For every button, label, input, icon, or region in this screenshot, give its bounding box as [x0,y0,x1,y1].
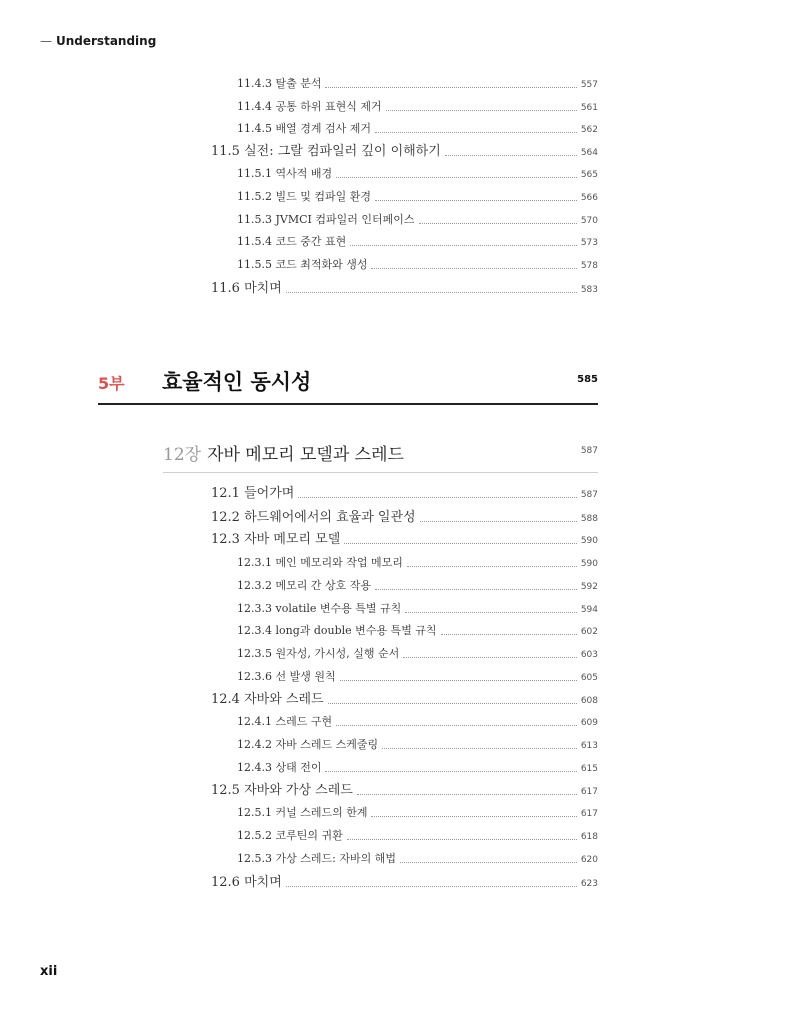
toc-entry[interactable] [237,825,598,847]
toc-entry-page: 562 [580,125,598,135]
chapter-header[interactable] [163,440,598,470]
toc-entry-page: 602 [580,627,598,637]
toc-entry-page: 620 [580,855,598,865]
toc-entry[interactable] [237,552,598,574]
toc-entry-label: 11.4.3 탈출 분석 [237,77,322,90]
toc-entry-page: 592 [580,582,598,592]
toc-entry[interactable] [237,231,598,253]
toc-entry-label: 12.3.1 메인 메모리와 작업 메모리 [237,556,403,569]
toc-entry[interactable] [211,689,598,711]
toc-leader [405,612,577,613]
toc-entry-page: 613 [580,741,598,751]
toc-entry-page: 588 [580,514,598,524]
toc-entry[interactable] [237,118,598,140]
toc-leader [403,657,577,658]
toc-entry[interactable] [237,848,598,870]
toc-leader [325,87,576,88]
toc-entry-label: 12.4.3 상태 전이 [237,761,322,774]
toc-entry-label: 11.4.5 배열 경계 검사 제거 [237,122,371,135]
running-head-dash: — [40,34,52,48]
toc-entry-label: 12.3 자바 메모리 모델 [211,532,341,547]
toc-entry[interactable] [211,141,598,163]
toc-entry-label: 12.3.5 원자성, 가시성, 실행 순서 [237,647,400,660]
chapter-divider [163,472,598,473]
toc-entry-label: 11.5.3 JVMCI 컴파일러 인터페이스 [237,213,415,226]
toc-entry[interactable] [237,186,598,208]
toc-entry-label: 12.5.2 코루틴의 귀환 [237,829,343,842]
toc-entry-page: 605 [580,673,598,683]
toc-entry[interactable] [237,734,598,756]
toc-leader [445,155,577,156]
chapter-title: 자바 메모리 모델과 스레드 [207,445,404,465]
toc-entry[interactable] [237,96,598,118]
running-head-title: Understanding [56,34,157,48]
toc-entry-label: 12.5 자바와 가상 스레드 [211,783,353,798]
part-divider [98,403,598,405]
toc-entry-label: 11.5 실전: 그랄 컴파일러 깊이 이해하기 [211,144,441,159]
toc-entry-page: 561 [580,103,598,113]
toc-entry-label: 11.6 마치며 [211,281,282,296]
toc-entry[interactable] [237,163,598,185]
toc-leader [371,816,576,817]
toc-entry-page: 587 [580,490,598,500]
toc-entry[interactable] [237,209,598,231]
toc-entry-label: 12.4.1 스레드 구현 [237,715,333,728]
toc-entry[interactable] [211,278,598,300]
part-page: 585 [577,374,598,385]
chapter-page: 587 [580,446,598,456]
toc-entry-label: 12.5.1 커널 스레드의 한계 [237,806,368,819]
toc-entry-label: 12.4.2 자바 스레드 스케줄링 [237,738,379,751]
toc-entry-label: 12.3.4 long과 double 변수용 특별 규칙 [237,624,437,637]
toc-entry-label: 11.5.1 역사적 배경 [237,167,333,180]
toc-entry-label: 11.5.2 빌드 및 컴파일 환경 [237,190,371,203]
toc-entry-page: 570 [580,216,598,226]
toc-leader [375,589,577,590]
part-header[interactable] [98,364,598,406]
toc-entry[interactable] [211,529,598,551]
toc-entry-label: 12.1 들어가며 [211,486,295,501]
toc-entry-label: 12.3.3 volatile 변수용 특별 규칙 [237,602,402,615]
toc-entry-page: 617 [580,809,598,819]
part-number: 5부 [98,374,125,393]
toc-entry-page: 590 [580,559,598,569]
toc-leader [400,862,577,863]
toc-entry[interactable] [211,872,598,894]
toc-entry[interactable] [237,73,598,95]
toc-entry[interactable] [237,254,598,276]
toc-leader [375,200,577,201]
toc-entry-page: 623 [580,879,598,889]
toc-entry-page: 564 [580,148,598,158]
toc-leader [325,771,576,772]
toc-leader [382,748,577,749]
toc-entry-label: 12.6 마치며 [211,875,282,890]
toc-leader [298,497,577,498]
running-head [40,34,156,48]
toc-entry-page: 578 [580,261,598,271]
toc-entry[interactable] [237,643,598,665]
toc-entry-label: 12.4 자바와 스레드 [211,692,324,707]
chapter-number: 12장 [163,445,202,465]
toc-entry-label: 11.5.4 코드 중간 표현 [237,235,347,248]
toc-entry-page: 590 [580,536,598,546]
toc-entry-label: 12.2 하드웨어에서의 효율과 일관성 [211,510,416,525]
toc-entry-page: 618 [580,832,598,842]
toc-entry[interactable] [211,507,598,529]
toc-entry-page: 608 [580,696,598,706]
toc-entry[interactable] [237,802,598,824]
toc-entry-page: 609 [580,718,598,728]
toc-entry[interactable] [237,598,598,620]
toc-leader [336,177,577,178]
toc-entry-label: 11.5.5 코드 최적화와 생성 [237,258,368,271]
toc-entry[interactable] [211,483,598,505]
toc-leader [371,268,576,269]
toc-entry[interactable] [237,620,598,642]
toc-entry-page: 557 [580,80,598,90]
toc-entry-page: 594 [580,605,598,615]
page-number: xii [40,964,58,979]
toc-leader [286,292,577,293]
toc-entry[interactable] [211,780,598,802]
toc-leader [419,223,577,224]
toc-entry[interactable] [237,666,598,688]
toc-entry-page: 573 [580,238,598,248]
toc-entry-label: 12.3.6 선 발생 원칙 [237,670,336,683]
toc-entry-page: 603 [580,650,598,660]
toc-entry-label: 12.5.3 가상 스레드: 자바의 해법 [237,852,396,865]
toc-entry-page: 615 [580,764,598,774]
toc-leader [328,703,577,704]
toc-entry-page: 566 [580,193,598,203]
toc-leader [441,634,577,635]
toc-leader [344,543,577,544]
toc-entry[interactable] [237,757,598,779]
toc-entry-label: 12.3.2 메모리 간 상호 작용 [237,579,371,592]
toc-entry-page: 583 [580,285,598,295]
toc-leader [340,680,577,681]
toc-leader [347,839,577,840]
toc-leader [375,132,577,133]
toc-entry-page: 617 [580,787,598,797]
toc-leader [407,566,577,567]
part-title: 효율적인 동시성 [162,370,312,394]
toc-leader [350,245,577,246]
toc-entry-page: 565 [580,170,598,180]
toc-leader [420,521,577,522]
toc-entry-label: 11.4.4 공통 하위 표현식 제거 [237,100,382,113]
toc-leader [286,886,577,887]
toc-entry[interactable] [237,711,598,733]
toc-leader [386,110,577,111]
toc-entry[interactable] [237,575,598,597]
toc-leader [357,794,577,795]
toc-leader [336,725,577,726]
